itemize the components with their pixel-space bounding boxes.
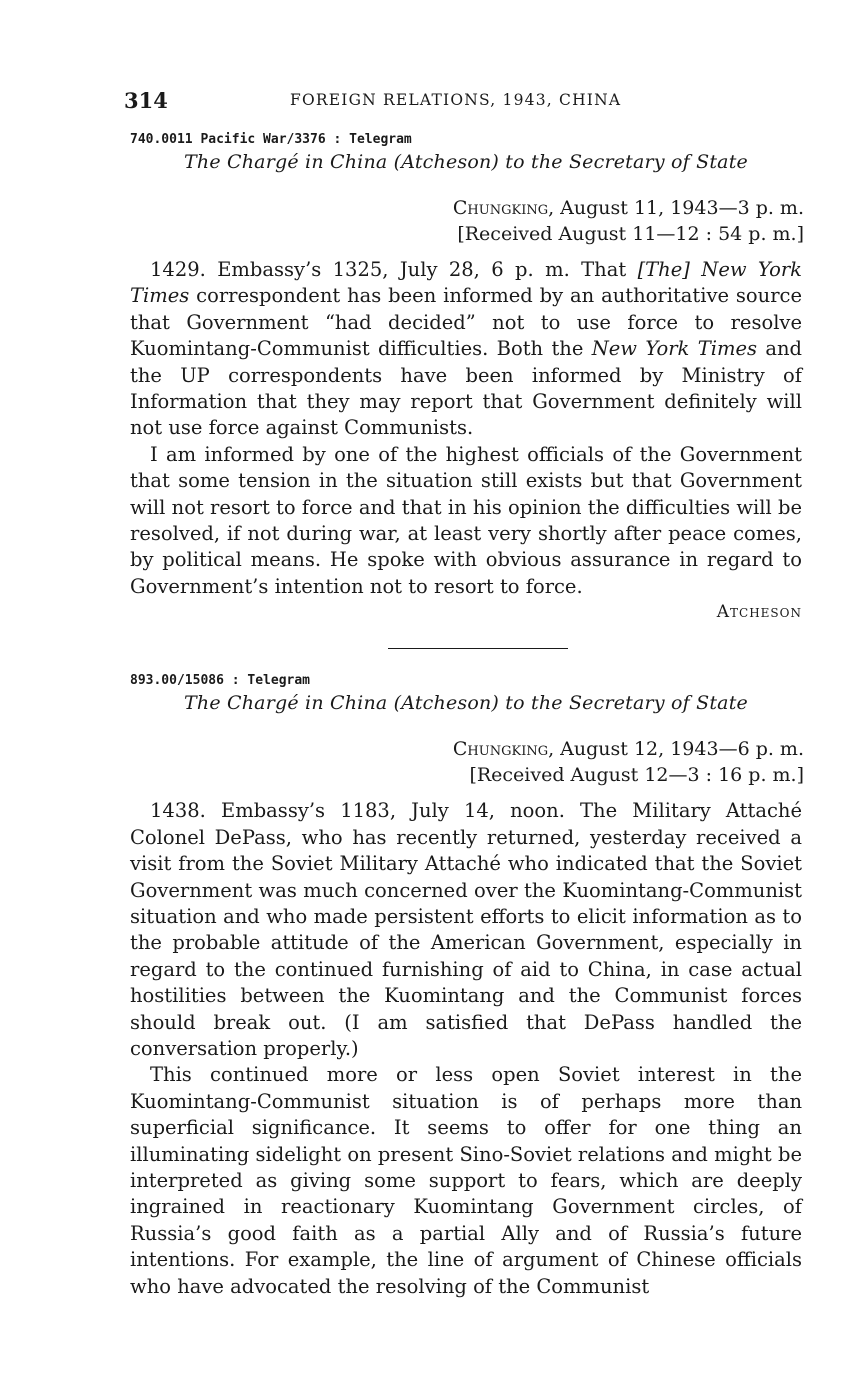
paragraph: I am informed by one of the highest officials of the Government that some tension in the situation still exists but that Government will not resort to force and that in his opinion the difficulties will be resolved, if not during war, at least very shortly after peace comes, by political means. He spoke with obvious assurance in regard to Government’s intention not to resort to force. (130, 442, 802, 598)
received-line: [Received August 12—3 : 16 p. m.] (469, 764, 804, 787)
dateline-place: Chungking (452, 197, 549, 219)
text-run: 1429. Embassy’s 1325, July 28, 6 p. m. That (150, 258, 638, 281)
dateline (130, 195, 804, 247)
text-run: and the UP correspondents have been informed by Ministry of Information that they may report that Government definitely will not use force against Communists. (130, 337, 802, 440)
signature: Atcheson (716, 602, 802, 623)
text-run: correspondent has been informed by an authoritative source that Government “had decided” not to use force to resolve Kuomintang-Communist difficulties. Both the (130, 284, 802, 361)
italic-run: [The] New York Times (130, 258, 802, 308)
file-reference: 740.0011 Pacific War/3376 : Telegram (130, 132, 412, 147)
document-title: The Chargé in China (Atcheson) to the Secretary of State (184, 151, 748, 173)
page-number: 314 (124, 88, 168, 113)
paragraph (130, 257, 802, 442)
running-header (124, 88, 802, 118)
file-reference: 893.00/15086 : Telegram (130, 673, 311, 689)
dateline (130, 736, 804, 788)
italic-run: New York Times (591, 337, 757, 361)
document-title: The Chargé in China (Atcheson) to the Secretary of State (184, 692, 748, 715)
telegram-2 (130, 673, 802, 1300)
section-divider (388, 648, 568, 649)
paragraph: 1438. Embassy’s 1183, July 14, noon. The Military Attaché Colonel DePass, who has recently returned, yesterday received a visit from the Soviet Military Attaché who indicated that the Soviet Government was much concerned over the Kuomintang-Communist situation and who made persistent efforts to elicit information as to the probable attitude of the American Government, especially in regard to the continued furnishing of aid to China, in case actual hostilities between the Kuomintang and the Communist forces should break out. (I am satisfied that DePass handled the conversation properly.) (130, 799, 802, 1060)
telegram-1 (130, 132, 802, 622)
running-title: FOREIGN RELATIONS, 1943, CHINA (290, 91, 622, 109)
paragraph: This continued more or less open Soviet interest in the Kuomintang-Communist situation is of perhaps more than superficial significance. It seems to offer for one thing an illuminating sidelight on present Sino-Soviet relations and might be interpreted as giving some support to fears, which are deeply ingrained in reactionary Kuomintang Government circles, of Russia’s good faith as a partial Ally and of Russia’s future intentions. For example, the line of argument of Chinese officials who have advocated the resolving of the Communist (130, 1063, 802, 1298)
received-line: [Received August 11—12 : 54 p. m.] (457, 223, 804, 245)
dateline-date: , August 12, 1943—6 p. m. (548, 738, 804, 761)
document-page (124, 88, 804, 1300)
dateline-place: Chungking (452, 738, 549, 761)
dateline-date: , August 11, 1943—3 p. m. (548, 197, 804, 219)
